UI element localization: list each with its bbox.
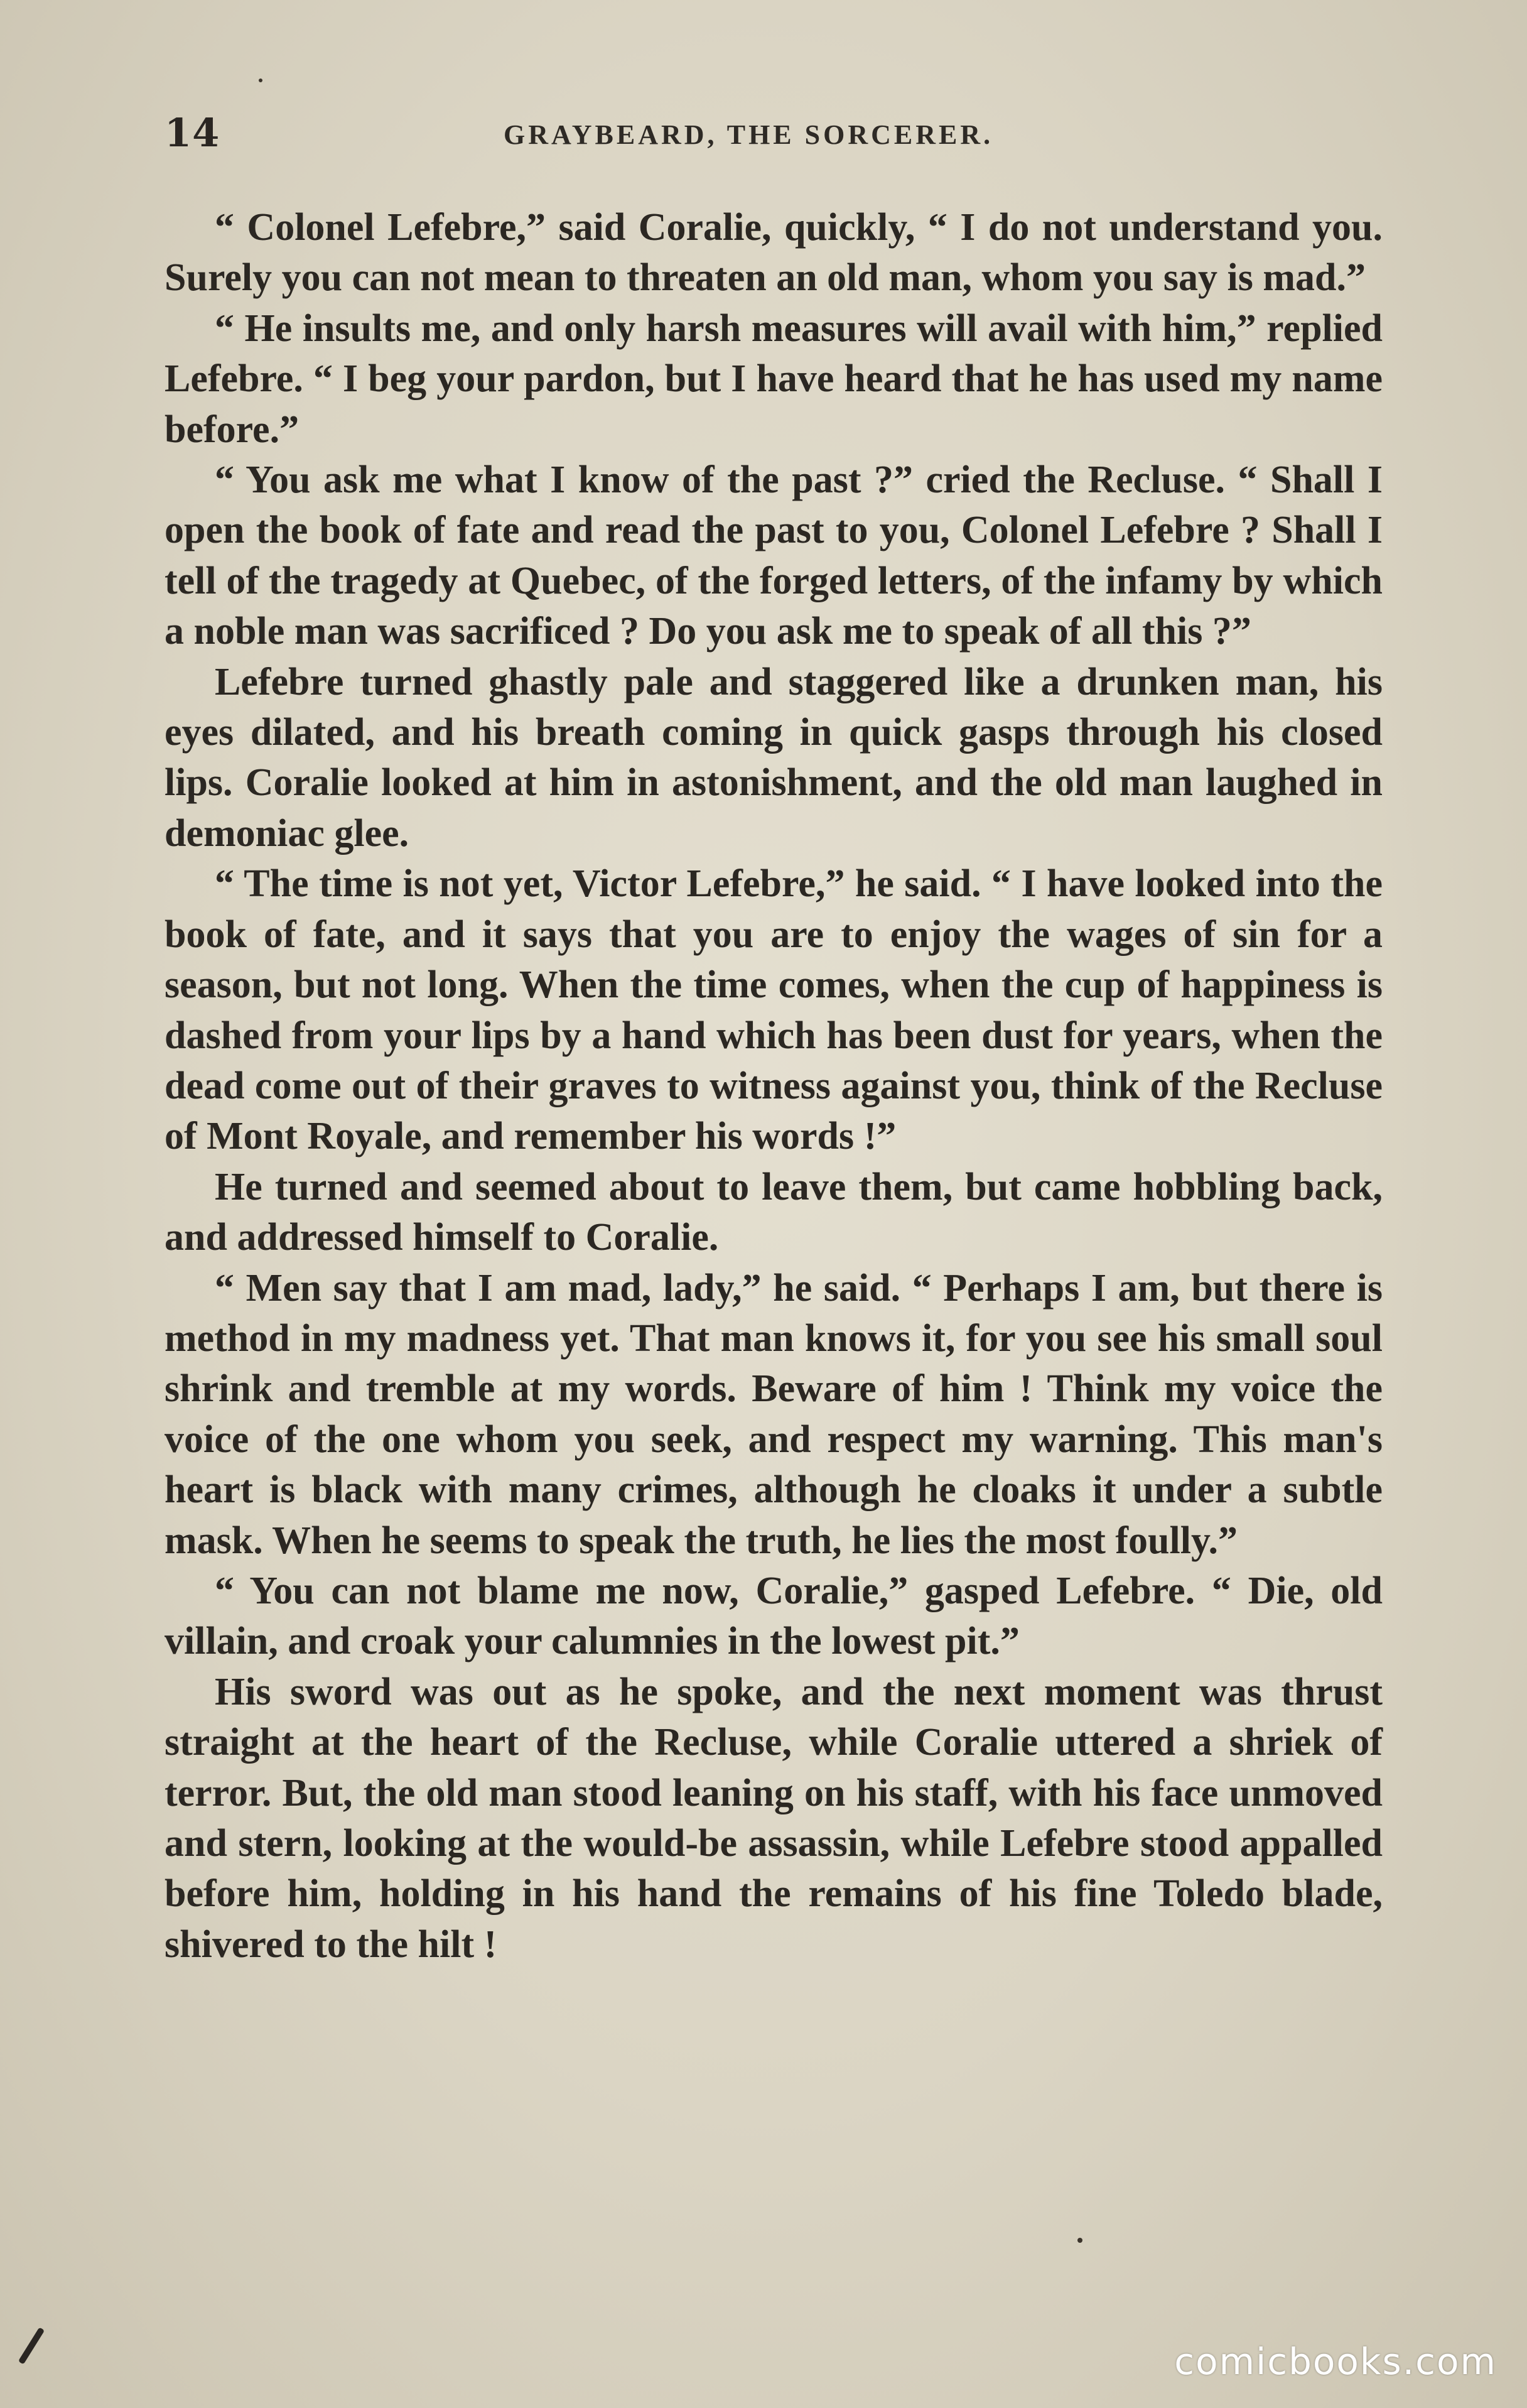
running-title: GRAYBEARD, THE SORCERER. <box>504 119 994 150</box>
pencil-mark <box>18 2327 45 2365</box>
paragraph: Lefebre turned ghastly pale and staggered like a drunken man, his eyes dilated, and his breath coming in quick gasps through his closed lips. Coralie looked at him in astonishment, and the old man laughed in demoniac glee. <box>165 660 1383 855</box>
watermark: comicbooks.com <box>1174 2340 1497 2383</box>
body-text <box>165 202 1383 1970</box>
paragraph: His sword was out as he spoke, and the next moment was thrust straight at the heart of the Recluse, while Coralie uttered a shriek of terror. But, the old man stood leaning on his staff, with his face unmoved and stern, looking at the would-be assassin, while Lefebre stood appalled before him, holding in his hand the remains of his fine Toledo blade, shivered to the hilt ! <box>165 1670 1383 1966</box>
paragraph: “ You can not blame me now, Coralie,” gasped Lefebre. “ Die, old villain, and croak your calumnies in the lowest pit.” <box>165 1569 1383 1663</box>
ink-speck <box>1077 2238 1082 2243</box>
paragraph: “ The time is not yet, Victor Lefebre,” he said. “ I have looked into the book of fate, and it says that you are to enjoy the wages of sin for a season, but not long. When the time comes, when the cup of happiness is dashed from your lips by a hand which has been dust for years, when the dead come out of their graves to witness against you, think of the Recluse of Mont Royale, and remember his words !” <box>165 862 1383 1158</box>
ink-speck <box>259 79 262 82</box>
page-header <box>165 110 1389 160</box>
paragraph: He turned and seemed about to leave them, but came hobbling back, and addressed himself to Coralie. <box>165 1165 1383 1259</box>
paragraph: “ Colonel Lefebre,” said Coralie, quickly, “ I do not understand you. Surely you can not mean to threaten an old man, whom you say is mad.” <box>165 206 1383 300</box>
paragraph: “ Men say that I am mad, lady,” he said. “ Perhaps I am, but there is method in my madness yet. That man knows it, for you see his small soul shrink and tremble at my words. Beware of him ! Think my voice the voice of the one whom you seek, and respect my warning. This man's heart is black with many crimes, although he cloaks it under a subtle mask. When he seems to speak the truth, he lies the most foully.” <box>165 1266 1383 1562</box>
paragraph: “ You ask me what I know of the past ?” cried the Recluse. “ Shall I open the book of fate and read the past to you, Colonel Lefebre ? Shall I tell of the tragedy at Quebec, of the forged letters, of the infamy by which a noble man was sacrificed ? Do you ask me to speak of all this ?” <box>165 458 1383 653</box>
page-number: 14 <box>165 110 220 156</box>
paragraph: “ He insults me, and only harsh measures will avail with him,” replied Lefebre. “ I beg your pardon, but I have heard that he has used my name before.” <box>165 306 1383 451</box>
